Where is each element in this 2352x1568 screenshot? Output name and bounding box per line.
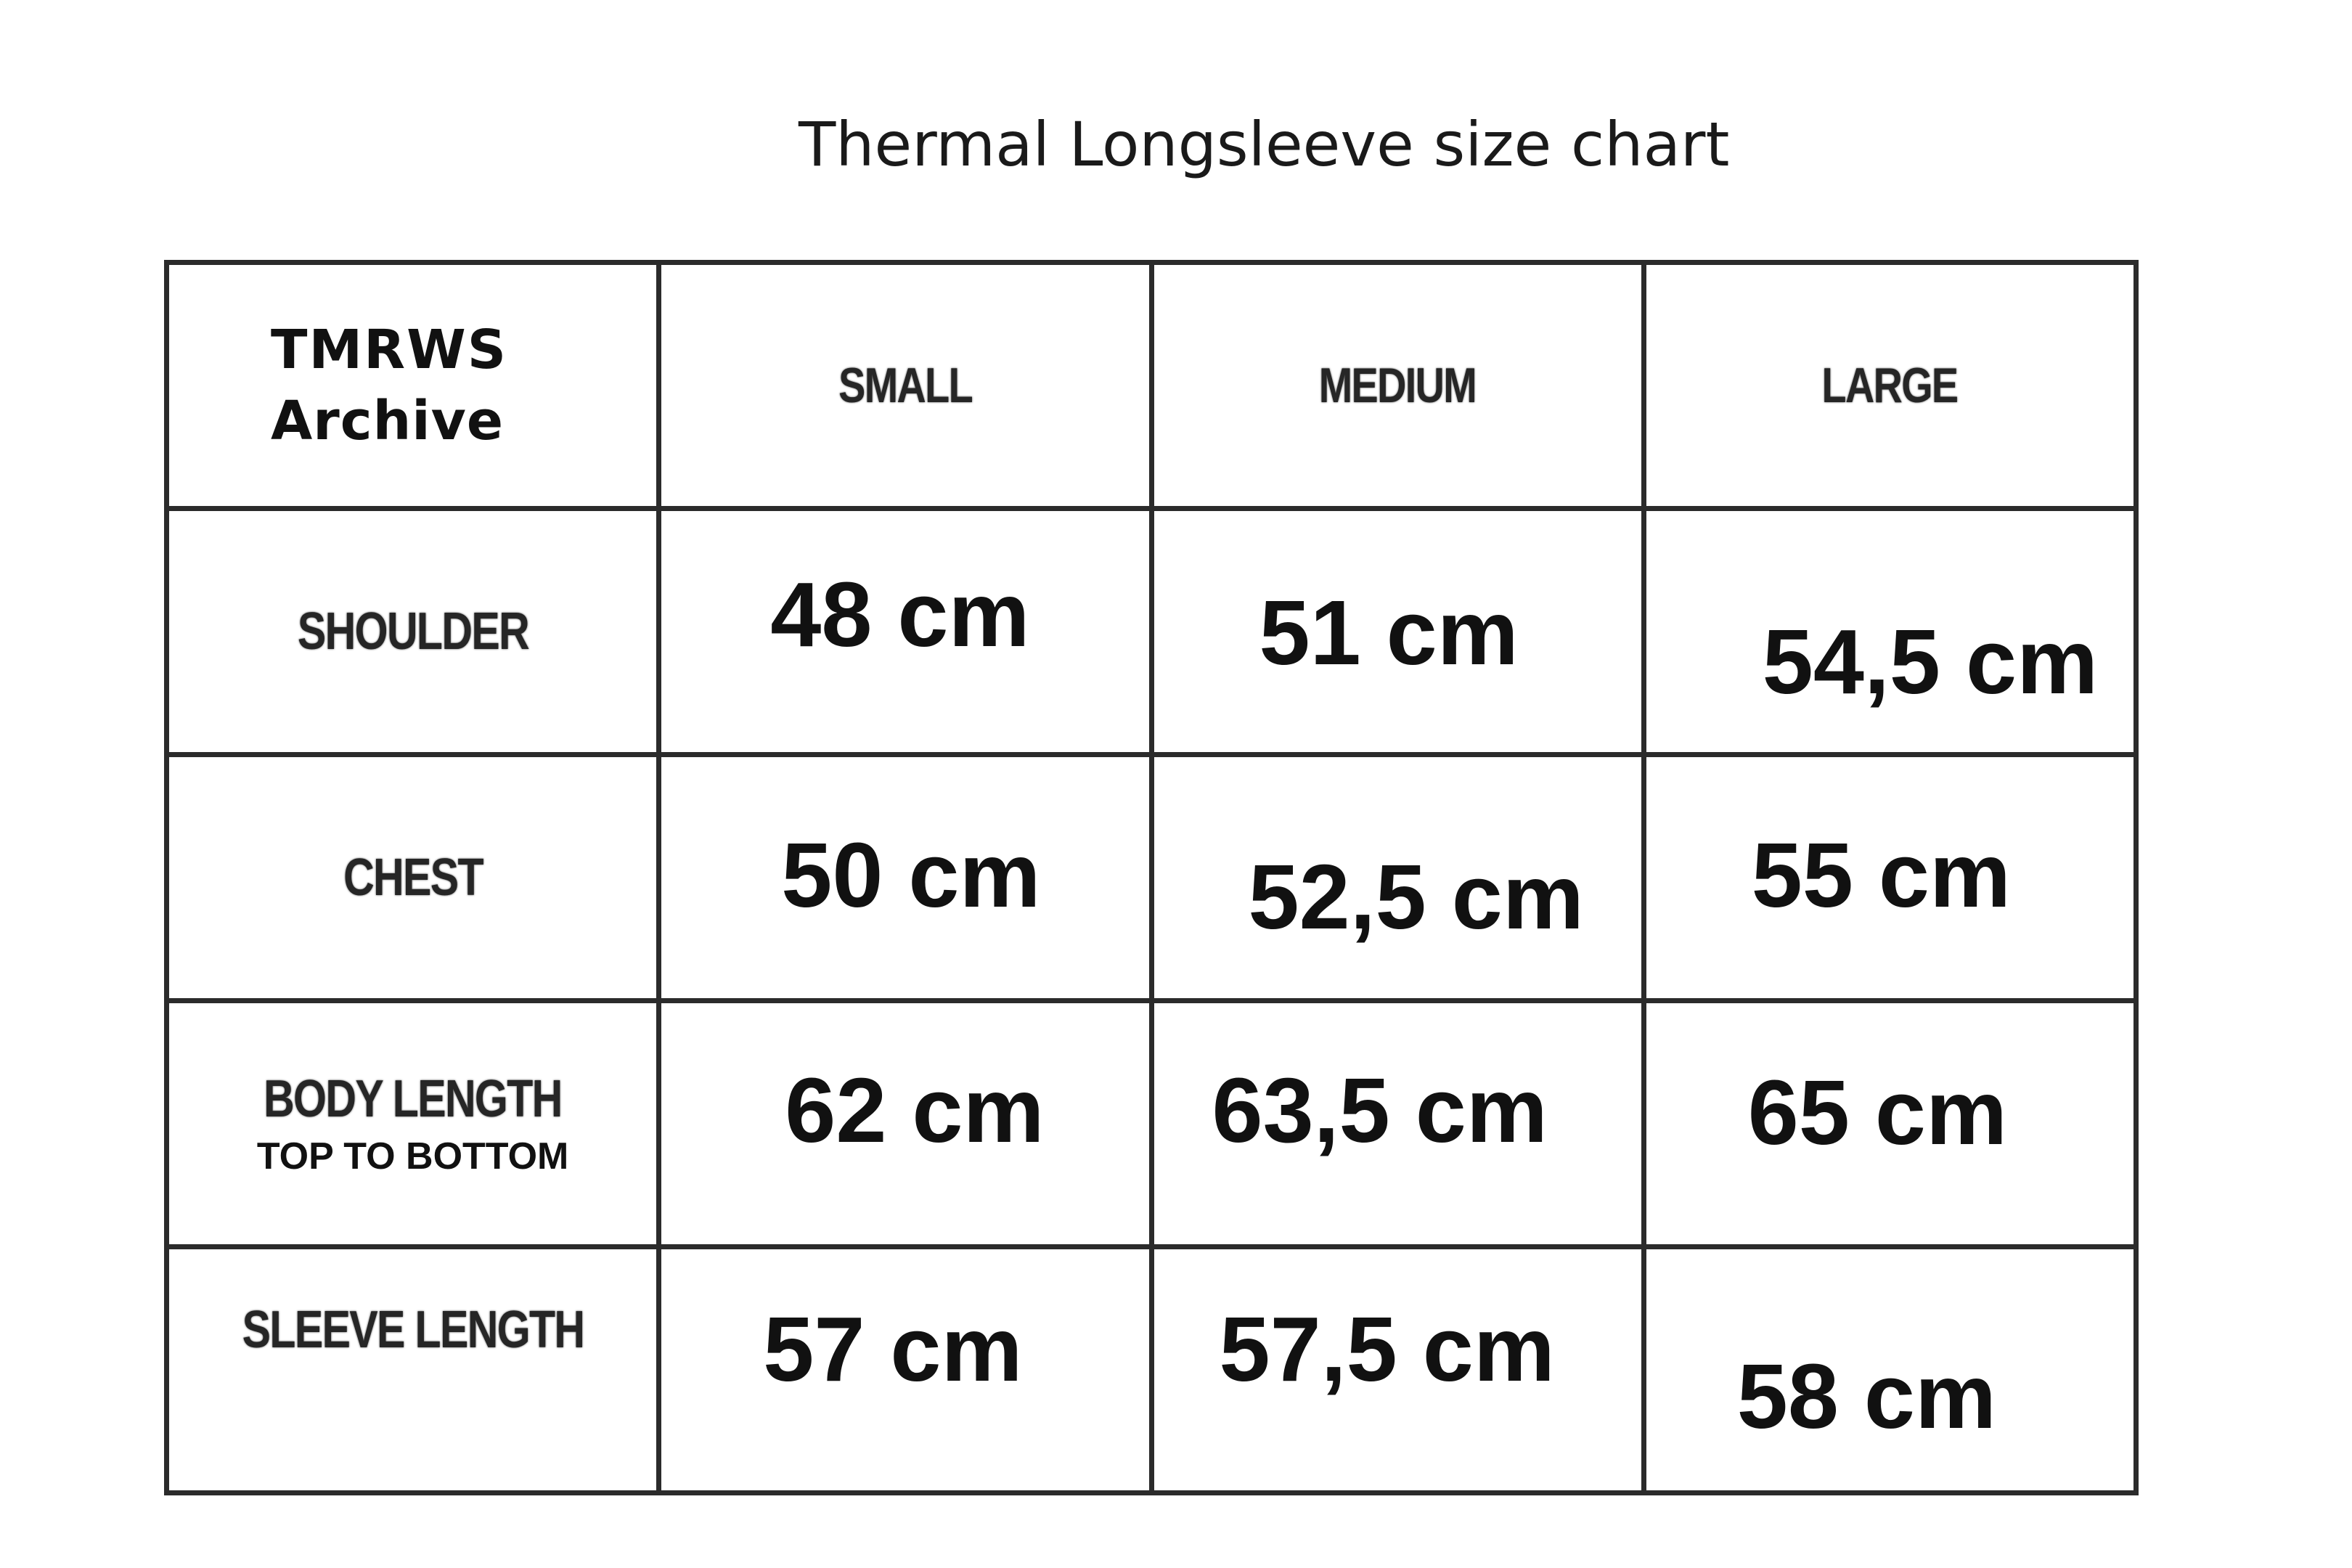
column-header-medium	[1151, 263, 1643, 509]
value-cell	[659, 1001, 1151, 1247]
row-label-text: SLEEVE LENGTH	[242, 1301, 584, 1359]
value-cell	[1151, 509, 1643, 755]
brand-line-2: Archive	[271, 390, 505, 452]
table-row	[167, 1247, 2136, 1493]
value-cell	[1643, 1247, 2136, 1493]
size-chart-table	[164, 260, 2139, 1495]
value-cell	[659, 1247, 1151, 1493]
value-cell	[1643, 755, 2136, 1001]
measurement-value: 51 cm	[1259, 581, 1519, 684]
value-cell	[659, 755, 1151, 1001]
measurement-value: 54,5 cm	[1762, 611, 2099, 713]
measurement-value: 52,5 cm	[1248, 846, 1584, 948]
measurement-value: 50 cm	[781, 824, 1041, 926]
measurement-value: 62 cm	[785, 1059, 1045, 1161]
column-header-large	[1643, 263, 2136, 509]
column-header-small	[659, 263, 1151, 509]
measurement-value: 57,5 cm	[1219, 1298, 1555, 1400]
value-cell	[1643, 1001, 2136, 1247]
header-row	[167, 263, 2136, 509]
row-label-text: CHEST	[343, 849, 483, 907]
column-header-label: MEDIUM	[1318, 358, 1477, 413]
row-label-text: SHOULDER	[297, 603, 528, 661]
measurement-value: 48 cm	[770, 563, 1030, 666]
page-title: Thermal Longsleeve size chart	[799, 109, 1730, 180]
value-cell	[1643, 509, 2136, 755]
value-cell	[659, 509, 1151, 755]
measurement-value: 63,5 cm	[1212, 1059, 1548, 1161]
brand-logo	[271, 314, 507, 457]
row-label-sleeve-length	[167, 1247, 659, 1493]
row-sublabel: TOP TO BOTTOM	[256, 1135, 569, 1177]
measurement-value: 65 cm	[1747, 1061, 2008, 1164]
row-label-text: BODY LENGTH	[264, 1070, 562, 1128]
row-label-shoulder	[167, 509, 659, 755]
table-row	[167, 1001, 2136, 1247]
brand-cell	[167, 263, 659, 509]
table-row	[167, 755, 2136, 1001]
value-cell	[1151, 755, 1643, 1001]
row-label-body-length	[167, 1001, 659, 1247]
column-header-label: LARGE	[1821, 358, 1958, 413]
measurement-value: 55 cm	[1751, 824, 2012, 926]
brand-line-1: TMRWS	[271, 319, 508, 381]
measurement-value: 57 cm	[763, 1298, 1023, 1400]
value-cell	[1151, 1001, 1643, 1247]
value-cell	[1151, 1247, 1643, 1493]
column-header-label: SMALL	[838, 358, 972, 413]
measurement-value: 58 cm	[1736, 1345, 1997, 1447]
table-row	[167, 509, 2136, 755]
row-label-chest	[167, 755, 659, 1001]
